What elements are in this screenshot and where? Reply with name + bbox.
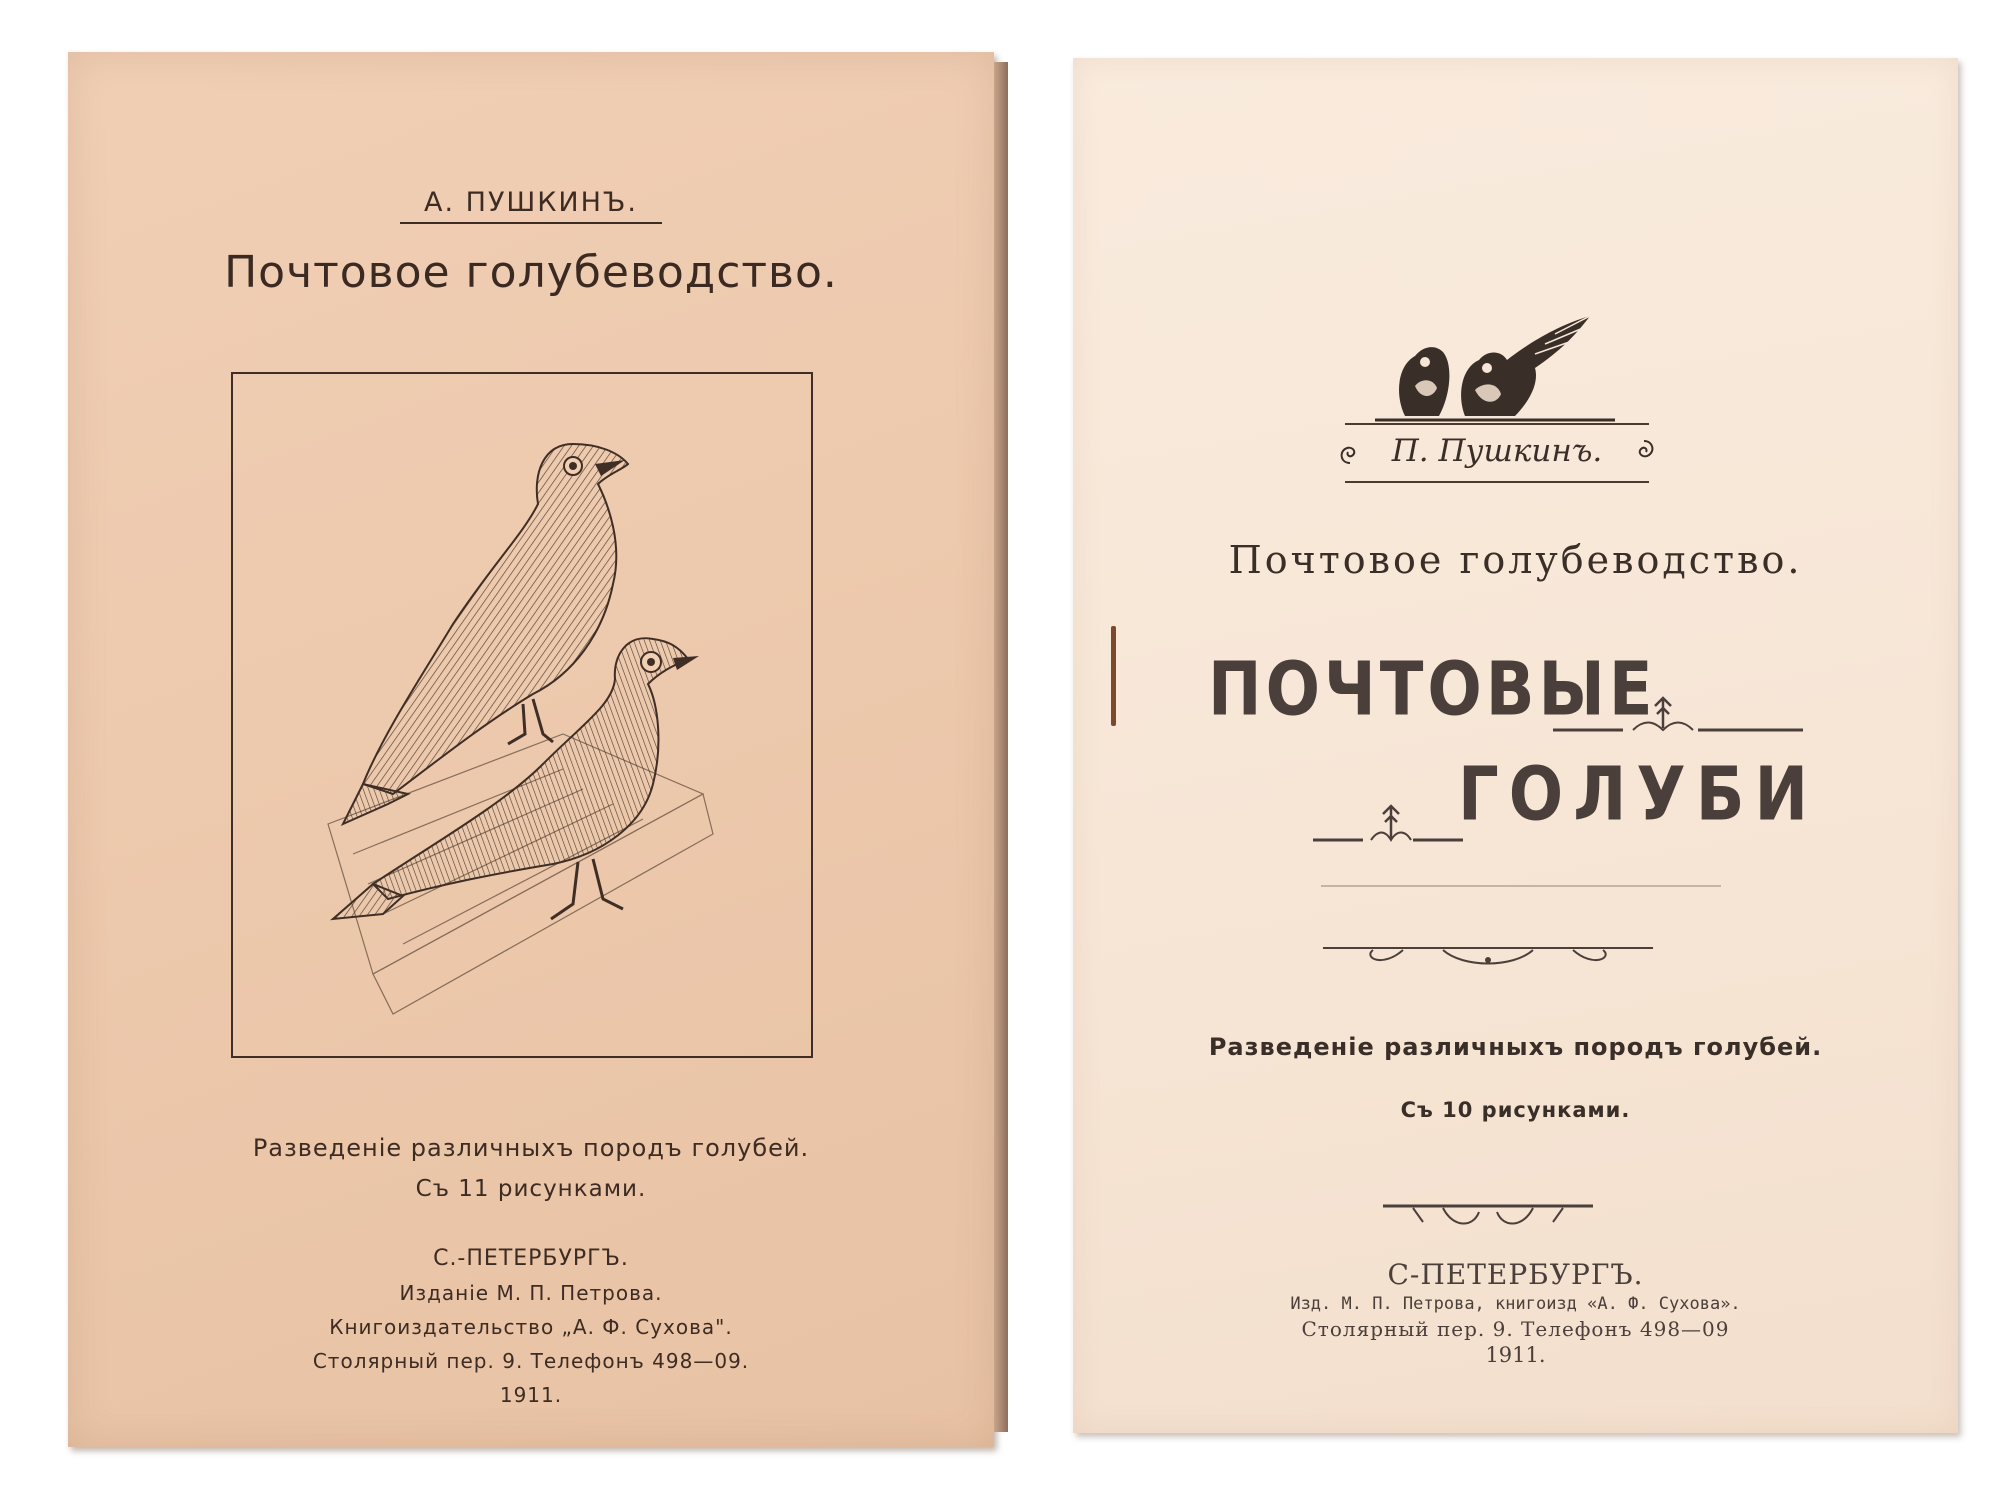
flower-ornament-icon (1313, 798, 1463, 848)
left-booklet-spine (994, 62, 1008, 1432)
right-author-frame (1345, 423, 1649, 483)
right-title: Почтовое голубеводство. (1228, 538, 1803, 582)
right-booklet-title-page (1073, 58, 1958, 1433)
right-imprint-line1: Изд. М. П. Петрова, книгоизд «А. Ф. Сухова». (1290, 1294, 1741, 1314)
left-illustrations-count: Съ 11 рисунками. (415, 1176, 647, 1202)
right-imprint-city: С-ПЕТЕРБУРГЪ. (1387, 1258, 1644, 1291)
right-illustrations-count: Съ 10 рисунками. (1400, 1098, 1631, 1122)
right-imprint (1073, 1258, 1958, 1368)
scroll-ornament-icon (1631, 439, 1657, 465)
left-subtitle: Разведенiе различныхъ породъ голубей. (252, 1134, 810, 1162)
left-imprint-city: С.-ПЕТЕРБУРГЪ. (433, 1246, 629, 1271)
left-booklet-cover (68, 52, 994, 1447)
left-title: Почтовое голубеводство. (224, 247, 838, 298)
flourish-divider-icon (1323, 928, 1653, 978)
right-subtitle: Разведенiе различныхъ породъ голубей. (1208, 1033, 1823, 1061)
right-author: П. Пушкинъ. (1391, 433, 1603, 469)
left-imprint-line2: Книгоиздательство „А. Ф. Сухова". (329, 1315, 733, 1339)
right-big-title-line1: ПОЧТОВЫЕ (1208, 648, 1657, 734)
left-author: А. ПУШКИНЪ. (400, 187, 662, 224)
right-imprint-year: 1911. (1485, 1343, 1546, 1367)
left-imprint (68, 1242, 994, 1412)
flower-ornament-icon (1553, 690, 1813, 740)
two-birds-vignette-icon (1375, 316, 1615, 426)
two-pigeons-illustration-icon (233, 374, 811, 1056)
right-imprint-line2: Столярный пер. 9. Телефонъ 498—09 (1301, 1317, 1730, 1341)
left-imprint-line1: Изданiе М. П. Петрова. (399, 1281, 663, 1305)
binding-stitch (1111, 626, 1116, 726)
underline-rule (1321, 876, 1721, 896)
flourish-divider-icon (1383, 1198, 1593, 1238)
left-imprint-year: 1911. (499, 1383, 563, 1407)
left-author-wrap (68, 187, 994, 224)
right-big-title-line2: ГОЛУБИ (1458, 753, 1819, 839)
left-imprint-line3: Столярный пер. 9. Телефонъ 498—09. (312, 1349, 750, 1373)
left-illustration-frame (231, 372, 813, 1058)
